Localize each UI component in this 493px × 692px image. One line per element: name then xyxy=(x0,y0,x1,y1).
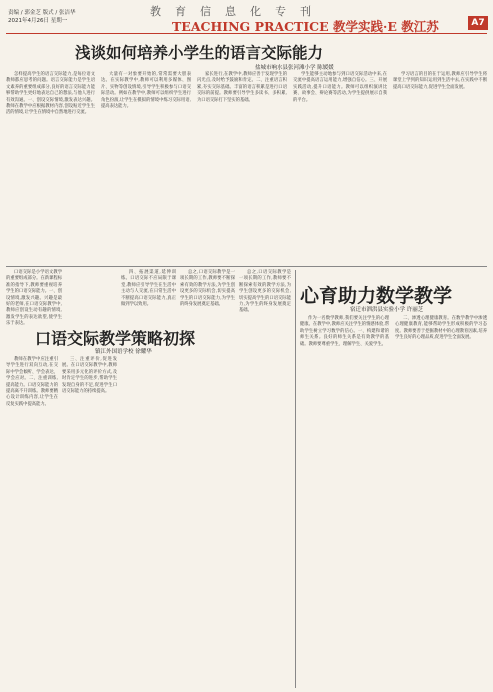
article-3-column xyxy=(121,270,176,687)
article-1-text: 家长进行,在教学中,教师应善于发现学生的闪光点,及时给予鼓励和肯定。二、注重语言积累,夯实交际基础。丰富的语言积累是进行口语交际的前提。教师要引导学生多读书、多积累,为口语交际打下坚实的基础。 xyxy=(197,72,287,103)
article-3-column xyxy=(62,357,117,687)
article-3-text: 总之,口语交际教学是一项长期的工作,教师要不断探索有效的教学方法,为学生创设更多的交际机会,切实提高学生的口语交际能力,为学生的终身发展奠定基础。 xyxy=(239,270,291,314)
article-3-author: 镇江外国语学校 徐耀华 xyxy=(95,349,152,355)
article-1-column xyxy=(197,72,287,262)
article-1-text: 学习语言的目的在于运用,教师应引导学生将课堂上学到的知识运用到生活中去,在实践中不断提高口语交际能力,促进学生全面发展。 xyxy=(393,72,487,90)
article-2-title: 心育助力数学教学 xyxy=(300,285,453,307)
article-2-column xyxy=(300,316,389,688)
page-number: A7 xyxy=(468,16,488,30)
article-1-title: 浅谈如何培养小学生的语言交际能力 xyxy=(75,43,324,62)
article-2-column xyxy=(395,316,487,688)
article-3-column xyxy=(239,270,291,687)
article-1-text: 学生能够主动地参与到口语交际活动中来,在交流中提高语言运用能力,增强自信心。三、开展实践活动,提升口语能力。教师可以组织演讲比赛、故事会、辩论赛等活动,为学生提供展示自我的平台。 xyxy=(293,72,387,103)
article-3-title: 口语交际教学策略初探 xyxy=(35,329,196,348)
divider xyxy=(6,266,487,267)
article-1-column xyxy=(393,72,487,250)
masthead xyxy=(0,0,493,36)
section-title: TEACHING PRACTICE 教学实践·E 教江苏 xyxy=(172,19,439,34)
column-name: 教育信息化专刊 xyxy=(150,5,325,18)
article-3-text: 口语交际是小学语文教学的重要组成部分。在新课程标准的指导下,教师要重视培养学生的口语交际能力。一、创设情境,激发兴趣。兴趣是最好的老师,在口语交际教学中,教师应创设生动有趣的情境,激发学生的表达欲望,使学生乐于表达。 xyxy=(6,270,62,327)
date-line: 2021年4月26日 星期一 xyxy=(8,18,68,24)
article-2-text: 二、渗透心理健康教育。在数学教学中渗透心理健康教育,能够帮助学生形成积极的学习态度。教师要善于挖掘教材中的心理教育因素,培养学生良好的心理品质,促进学生全面发展。 xyxy=(395,316,487,341)
article-3-text: 三、注重评价,促进发展。在口语交际教学中,教师要采用多元化的评价方式,及时肯定学生的进步,帮助学生发现自身的不足,促进学生口语交际能力的持续提高。 xyxy=(62,357,117,395)
header-rule xyxy=(6,33,487,34)
article-1-text: 怎样提高学生的语言交际能力,是每位语文教师都应思考的问题。语言交际能力是学生语文素养的重要组成部分,良好的语言交际能力能够帮助学生更好地表达自己的想法,与他人进行有效沟通。一、创设交际情境,激发表达兴趣。教师在教学中应根据教材内容,创设贴近学生生活的情境,让学生在情境中自然地进行交流。 xyxy=(6,72,95,116)
divider xyxy=(295,270,296,688)
article-3-column xyxy=(6,270,62,327)
article-1-column xyxy=(6,72,95,262)
article-1-column xyxy=(293,72,387,262)
article-3-text: 总之,口语交际教学是一项长期的工作,教师要不断探索有效的教学方法,为学生创设更多的交际机会,切实提高学生的口语交际能力,为学生的终身发展奠定基础。 xyxy=(180,270,235,308)
article-3-text: 四、拓展渠道,延伸训练。口语交际不应局限于课堂,教师应引导学生在生活中主动与人交流,在日常生活中不断提高口语交际能力,真正做到学以致用。 xyxy=(121,270,176,308)
article-3-column xyxy=(6,357,58,687)
article-3-column xyxy=(180,270,235,687)
article-3-text: 教师在教学中应注重引导学生进行双向互动,在交际中学会倾听、学会表达、学会应对。二、注重训练,提高能力。口语交际能力的提高离不开训练。教师要精心设计训练内容,让学生在反复实践中提高能力。 xyxy=(6,357,58,407)
article-2-author: 宿迁市泗洪县实验小学 许丽芝 xyxy=(350,307,424,313)
article-1-column xyxy=(101,72,191,262)
article-2-text: 作为一名数学教师,我们要关注学生的心理健康。在教学中,教师应关注学生的情感体验,帮助学生树立学习数学的信心。一、构建和谐的师生关系。良好的师生关系是有效教学的基础。教师要尊重学生、理解学生、关爱学生。 xyxy=(300,316,389,347)
article-1-text: 大量有一对象要开始的,常常需要大胆表达。在实际教学中,教师可以利用多媒体、图片、实物等创设情境,引导学生积极参与口语交际活动。例如在教学中,教师可以组织学生进行角色扮演,让学生在模拟的情境中练习交际用语,提高表达能力。 xyxy=(101,72,191,110)
article-1-author: 盐城市响水县张河滩小学 陈媛媛 xyxy=(255,65,334,71)
editor-line: 责编 / 郭金芝 版式 / 张洁华 xyxy=(8,10,76,16)
